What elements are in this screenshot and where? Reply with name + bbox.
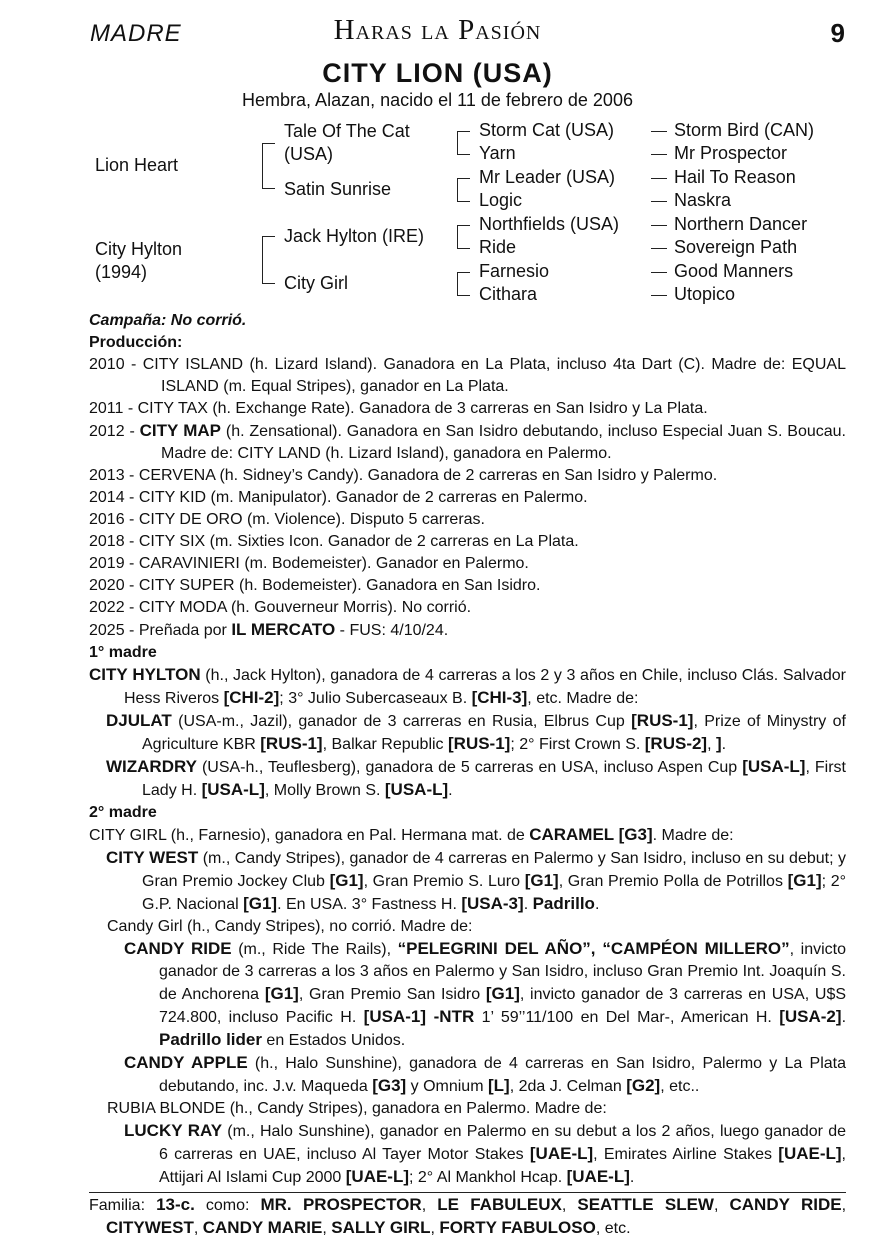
pedigree-gen3: Logic <box>479 190 523 210</box>
second-dam-heading: 2° madre <box>89 804 157 821</box>
production-item: 2016 - CITY DE ORO (m. Violence). Disputo 5 carreras. <box>89 511 485 528</box>
farm-name: Haras la Pasión <box>333 14 542 46</box>
pedigree-gen2: City Girl <box>284 273 348 293</box>
pedigree-gen4: Mr Prospector <box>674 143 788 163</box>
pedigree-sire: Lion Heart <box>95 155 179 175</box>
catalog-body <box>89 310 846 1240</box>
pedigree-gen4: Utopico <box>674 284 736 304</box>
production-item: 2019 - CARAVINIERI (m. Bodemeister). Ganador en Palermo. <box>89 555 529 572</box>
pedigree-gen3: Northfields (USA) <box>479 214 620 234</box>
pedigree-bracket <box>457 131 470 155</box>
page-number: 9 <box>830 18 845 48</box>
pedigree-dash <box>651 201 667 202</box>
pedigree-gen4: Naskra <box>674 190 732 210</box>
production-item: 2018 - CITY SIX (m. Sixties Icon. Ganador de 2 carreras en La Plata. <box>89 533 579 550</box>
pedigree-gen3: Farnesio <box>479 261 550 281</box>
pedigree-gen4: Sovereign Path <box>674 237 798 257</box>
pedigree-gen3: Yarn <box>479 143 516 163</box>
pedigree-dash <box>651 225 667 226</box>
production-item: 2011 - CITY TAX (h. Exchange Rate). Ganadora de 3 carreras en San Isidro y La Plata. <box>89 400 708 417</box>
third-level-produce: CANDY APPLE (h., Halo Sunshine), ganadora de 4 carreras en San Isidro, Palermo y La Plata debutando, inc. J.v. Maqueda [G3] y Omnium [L], 2da J. Celman [G2], etc.. <box>124 1053 846 1095</box>
third-level-produce: CANDY RIDE (m., Ride The Rails), “PELEGRINI DEL AÑO”, “CAMPÉON MILLERO”, invicto ganador de 3 carreras a los 3 años en Palermo y San Isidro, incluso Gran Premio Int. Joaquín S. de Anchorena [G1], Gran Premio San Isidro [G1], invicto ganador de 3 carreras en USA, U$S 724.800, incluso Pacific H. [USA-1] -NTR 1’ 59’’11/100 en Del Mar-, American H. [USA-2]. Padrillo lider en Estados Unidos. <box>124 939 847 1049</box>
first-dam-produce: WIZARDRY (USA-h., Teuflesberg), ganadora de 5 carreras en USA, incluso Aspen Cup [USA-L], First Lady H. [USA-L], Molly Brown S. [USA-L]. <box>106 757 846 799</box>
horse-description: Hembra, Alazan, nacido el 11 de febrero de 2006 <box>242 90 633 110</box>
first-dam-produce: DJULAT (USA-m., Jazil), ganador de 3 carreras en Rusia, Elbrus Cup [RUS-1], Prize of Minystry of Agriculture KBR [RUS-1], Balkar Republic [RUS-1]; 2° First Crown S. [RUS-2], ]. <box>106 711 846 753</box>
second-dam-produce: RUBIA BLONDE (h., Candy Stripes), ganadora en Palermo. Madre de: <box>107 1100 607 1117</box>
pedigree-gen3: Storm Cat (USA) <box>479 120 615 140</box>
pedigree-gen4: Hail To Reason <box>674 167 796 187</box>
production-item: 2014 - CITY KID (m. Manipulator). Ganador de 2 carreras en Palermo. <box>89 489 588 506</box>
pedigree-gen4: Northern Dancer <box>674 214 808 234</box>
second-dam-produce: CITY WEST (m., Candy Stripes), ganador de 4 carreras en Palermo y San Isidro, incluso en su debut; y Gran Premio Jockey Club [G1], Gran Premio S. Luro [G1], Gran Premio Polla de Potrillos [G1]; 2° G.P. Nacional [G1]. En USA. 3° Fastness H. [USA-3]. Padrillo. <box>106 848 847 913</box>
pedigree-dash <box>651 154 667 155</box>
pedigree-dash <box>651 295 667 296</box>
first-dam-entry: CITY HYLTON (h., Jack Hylton), ganadora de 4 carreras a los 2 y 3 años en Chile, incluso Clás. Salvador Hess Riveros [CHI-2]; 3° Julio Subercaseaux B. [CHI-3], etc. Madre de: <box>89 665 846 707</box>
production-item: 2025 - Preñada por IL MERCATO - FUS: 4/10/24. <box>89 620 449 639</box>
pedigree-gen2: Jack Hylton (IRE) <box>284 226 425 246</box>
production-item: 2010 - CITY ISLAND (h. Lizard Island). Ganadora en La Plata, incluso 4ta Dart (C). Madre de: EQUAL ISLAND (m. Equal Stripes), ganador en La Plata. <box>89 356 846 395</box>
family-line: Familia: 13-c. como: MR. PROSPECTOR, LE FABULEUX, SEATTLE SLEW, CANDY RIDE, CITYWEST, CANDY MARIE, SALLY GIRL, FORTY FABULOSO, etc. <box>89 1195 847 1237</box>
campaign: Campaña: No corrió. <box>89 312 247 329</box>
family-divider <box>89 1192 846 1240</box>
pedigree-gen3: Cithara <box>479 284 538 304</box>
pedigree-gen2: Tale Of The Cat (USA) <box>284 121 410 164</box>
pedigree-dash <box>651 178 667 179</box>
pedigree-dam: City Hylton (1994) <box>95 239 183 282</box>
production-heading: Producción: <box>89 334 183 351</box>
production-item: 2020 - CITY SUPER (h. Bodemeister). Ganadora en San Isidro. <box>89 577 541 594</box>
first-dam-heading: 1° madre <box>89 644 157 661</box>
third-level-produce: LUCKY RAY (m., Halo Sunshine), ganador en Palermo en su debut a los 2 años, luego ganador de 6 carreras en UAE, incluso Al Tayer Motor Stakes [UAE-L], Emirates Airline Stakes [UAE-L], Attijari Al Islami Cup 2000 [UAE-L]; 2° Al Mankhol Hcap. [UAE-L]. <box>124 1121 847 1186</box>
pedigree-dash <box>651 248 667 249</box>
pedigree-bracket <box>262 236 275 284</box>
pedigree-gen3: Mr Leader (USA) <box>479 167 616 187</box>
pedigree-bracket <box>457 272 470 296</box>
pedigree-gen3: Ride <box>479 237 517 257</box>
pedigree-bracket <box>457 225 470 249</box>
production-item: 2022 - CITY MODA (h. Gouverneur Morris). No corrió. <box>89 599 472 616</box>
second-dam-produce: Candy Girl (h., Candy Stripes), no corrió. Madre de: <box>107 918 473 935</box>
section-label: MADRE <box>90 20 182 47</box>
production-item: 2012 - CITY MAP (h. Zensational). Ganadora en San Isidro debutando, incluso Especial Juan S. Boucau. Madre de: CITY LAND (h. Lizard Island), ganadora en Palermo. <box>89 421 846 462</box>
horse-name: CITY LION (USA) <box>322 58 553 88</box>
second-dam-intro: CITY GIRL (h., Farnesio), ganadora en Pal. Hermana mat. de CARAMEL [G3]. Madre de: <box>89 825 734 844</box>
pedigree-gen2: Satin Sunrise <box>284 179 392 199</box>
pedigree-dash <box>651 272 667 273</box>
pedigree-bracket <box>262 143 275 189</box>
production-item: 2013 - CERVENA (h. Sidney’s Candy). Ganadora de 2 carreras en San Isidro y Palermo. <box>89 467 718 484</box>
pedigree-bracket <box>457 178 470 202</box>
pedigree-dash <box>651 131 667 132</box>
pedigree-gen4: Good Manners <box>674 261 794 281</box>
pedigree-gen4: Storm Bird (CAN) <box>674 120 815 140</box>
